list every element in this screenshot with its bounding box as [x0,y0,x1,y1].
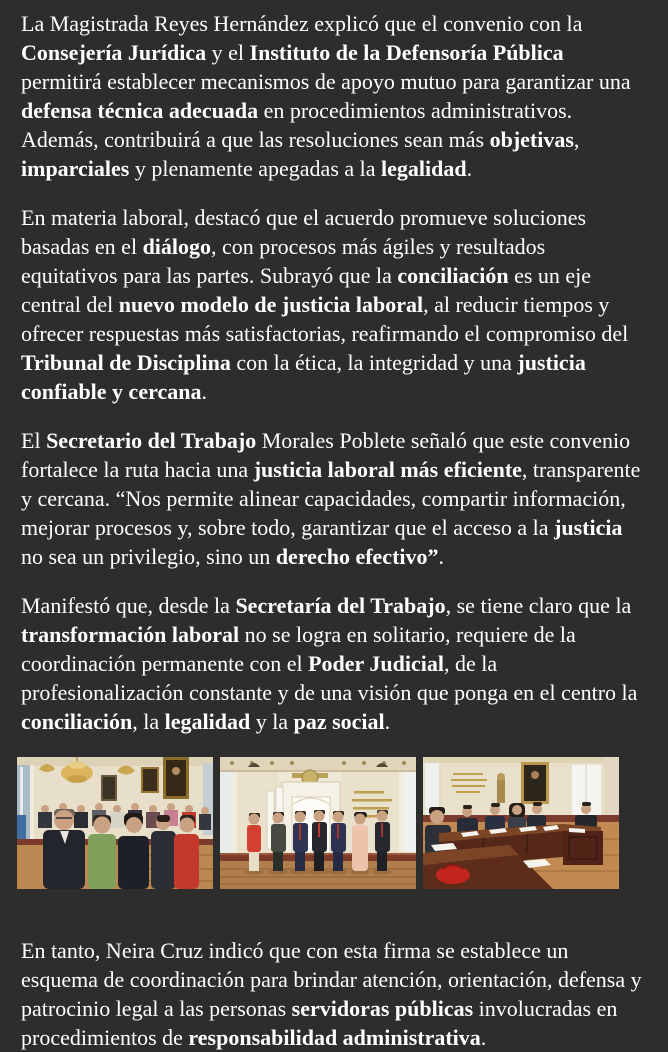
article-paragraph-magistrada: La Magistrada Reyes Hernández explicó que el convenio con la Consejería Jurídica y el Instituto de la Defensoría Pública permitirá establecer mecanismos de apoyo mutuo para garantizar una defensa técnica adecuada en procedimientos administrativos. Además, contribuirá a que las resoluciones sean más objetivas, imparciales y plenamente apegadas a la legalidad. [21,11,631,181]
photo-conference-table [423,757,619,889]
article-paragraph-manifesto: Manifestó que, desde la Secretaría del Trabajo, se tiene claro que la transformación laboral no se logra en solitario, requiere de la coordinación permanente con el Poder Judicial, de la profesionalización constante y de una visión que ponga en el centro la conciliación, la legalidad y la paz social. [21,593,638,734]
article-paragraph-materia-laboral: En materia laboral, destacó que el acuerdo promueve soluciones basadas en el diálogo, con procesos más ágiles y resultados equitativos para las partes. Subrayó que la conciliación es un eje central del nuevo modelo de justicia laboral, al reducir tiempos y ofrecer respuestas más satisfactorias, reafirmando el compromiso del Tribunal de Disciplina con la ética, la integridad y una justicia confiable y cercana. [21,205,629,404]
photo-audience-hall [17,757,213,889]
photo-group-standing [220,757,416,889]
article-paragraph-neira-cruz: En tanto, Neira Cruz indicó que con esta firma se establece un esquema de coordinación para brindar atención, orientación, defensa y patrocinio legal a las personas servidoras públicas involucradas en procedimientos de responsabilidad administrativa. [21,938,642,1050]
photo-group-standing-image [220,757,416,889]
photo-audience-hall-image [17,757,213,889]
photo-conference-table-image [423,757,619,889]
article-paragraph-secretario-trabajo: El Secretario del Trabajo Morales Poblete señaló que este convenio fortalece la ruta hacia una justicia laboral más eficiente, transparente y cercana. “Nos permite alinear capacidades, compartir información, mejorar procesos y, sobre todo, garantizar que el acceso a la justicia no sea un privilegio, sino un derecho efectivo”. [21,428,641,569]
photo-row [17,757,646,889]
